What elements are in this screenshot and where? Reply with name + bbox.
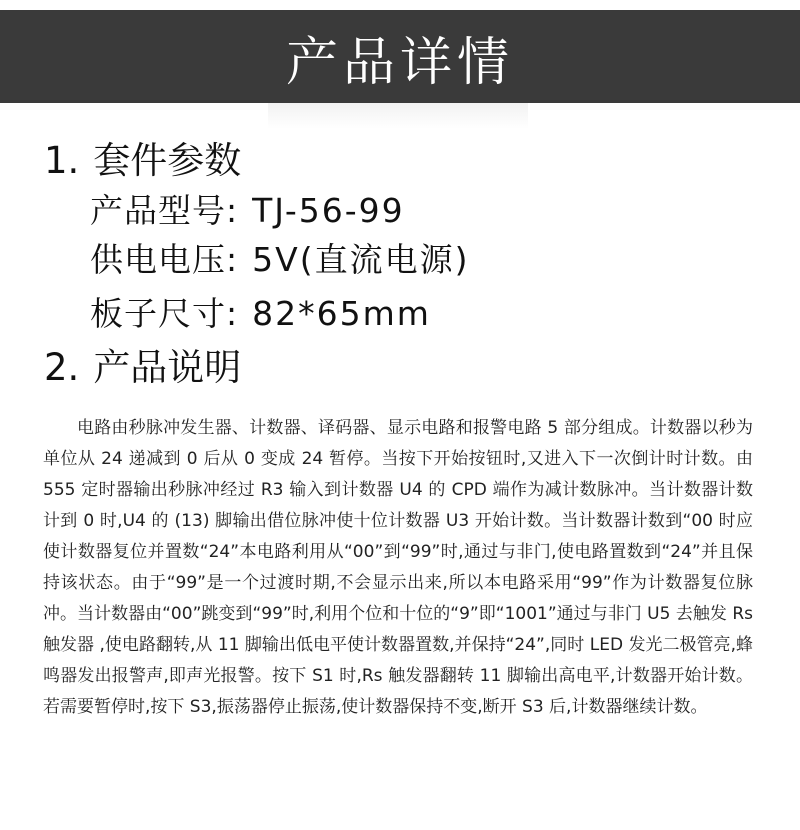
param-row-voltage xyxy=(90,238,469,282)
param-row-model xyxy=(90,189,405,233)
product-description: 电路由秒脉冲发生器、计数器、译码器、显示电路和报警电路 5 部分组成。计数器以秒为单位从 24 递减到 0 后从 0 变成 24 暂停。当按下开始按钮时,又进入下一次倒计时计数。由 555 定时器输出秒脉冲经过 R3 输入到计数器 U4 的 CPD 端作为减计数脉冲。当计数器计数计到 0 时,U4 的 (13) 脚输出借位脉冲使十位计数器 U3 开始计数。当计数器计数到“00 时应使计数器复位并置数“24”本电路利用从“00”到“99”时,通过与非门,使电路置数到“24”并且保持该状态。由于“99”是一个过渡时期,不会显示出来,所以本电路采用“99”作为计数器复位脉冲。当计数器由“00”跳变到“99”时,利用个位和十位的“9”即“1001”通过与非门 U5 去触发 Rs 触发器 ,使电路翻转,从 11 脚输出低电平使计数器置数,并保持“24”,同时 LED 发光二极管亮,蜂鸣器发出报警声,即声光报警。按下 S1 时,Rs 触发器翻转 11 脚输出高电平,计数器开始计数。若需要暂停时,按下 S3,振荡器停止振荡,使计数器保持不变,断开 S3 后,计数器继续计数。 xyxy=(43,418,753,717)
section-2-number: 2. xyxy=(44,346,80,389)
section-2-title: 产品说明 xyxy=(93,346,242,389)
section-2-heading xyxy=(44,345,241,391)
param-label: 供电电压: xyxy=(90,240,239,279)
section-1-heading xyxy=(44,138,241,184)
param-label: 产品型号: xyxy=(90,191,239,230)
title-banner xyxy=(0,10,800,103)
param-value: 82*65mm xyxy=(252,294,431,333)
param-value: 5V(直流电源) xyxy=(252,240,470,279)
section-1-number: 1. xyxy=(44,139,80,182)
banner-shadow xyxy=(268,103,528,129)
param-label: 板子尺寸: xyxy=(90,294,239,333)
section-1-title: 套件参数 xyxy=(93,139,242,182)
param-row-size xyxy=(90,292,431,336)
banner-title: 产品详情 xyxy=(285,33,514,93)
param-value: TJ-56-99 xyxy=(252,191,405,230)
